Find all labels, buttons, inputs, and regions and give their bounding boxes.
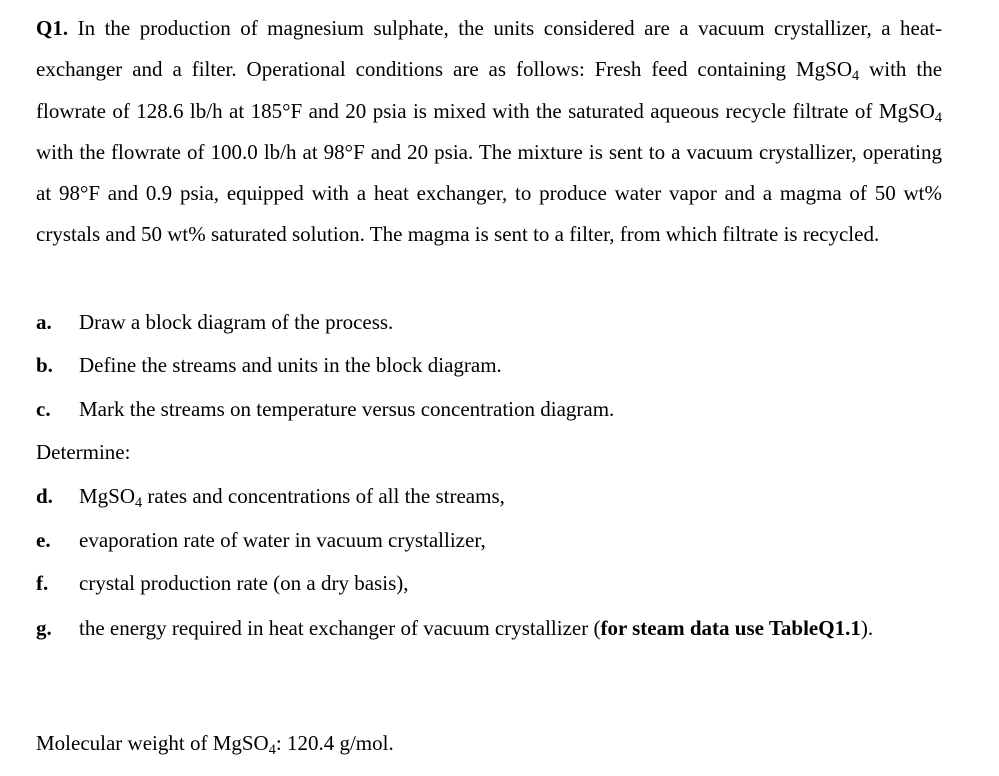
task-letter: a.	[36, 310, 52, 334]
feed-description: with the flowrate of 128.6 lb/h at 185°F and 20 psia is mixed with the saturated aqueous recycle filtrate of	[36, 57, 943, 123]
question-rest: with the flowrate of 100.0 lb/h at 98°F and 20 psia. The mixture is sent to a vacuum crystallizer, operating at 98°F and 0.9 psia, equipped with a heat exchanger, to produce water vapor and a magma of 50 wt% crystals and 50 wt% saturated solution. The magma is sent to a filter, from which filtrate is recycled.	[36, 139, 942, 247]
task-text: crystal production rate (on a dry basis),	[79, 571, 409, 595]
determine-heading: Determine:	[36, 440, 131, 464]
determine-item-e	[36, 525, 942, 555]
chemical-formula: MgSO	[79, 484, 136, 508]
question-intro: In the production of magnesium sulphate, the units considered are a vacuum crystallizer, a heat-exchanger and a filter. Operational conditions are as follows: Fresh feed containing	[36, 16, 943, 82]
task-letter: g.	[36, 616, 52, 640]
question-paragraph	[36, 8, 942, 256]
determine-item-d	[36, 481, 942, 511]
task-letter: d.	[36, 484, 53, 508]
task-item-a	[36, 307, 942, 337]
task-text: Mark the streams on temperature versus concentration diagram.	[79, 397, 615, 421]
task-item-c	[36, 394, 942, 424]
task-text: Draw a block diagram of the process.	[79, 310, 394, 334]
task-text: MgSO$_4$ rates and concentrations of all the streams,	[79, 484, 505, 511]
recycle-chemical-formula: MgSO$_4$	[878, 98, 942, 126]
question-label: Q1.	[36, 16, 69, 40]
task-text: Define the streams and units in the block diagram.	[79, 353, 502, 377]
task-item-b	[36, 350, 942, 380]
task-letter: c.	[36, 397, 51, 421]
determine-item-f	[36, 568, 942, 598]
task-letter: e.	[36, 528, 51, 552]
steam-table-reference: for steam data use TableQ1.1	[600, 616, 861, 640]
task-letter: b.	[36, 353, 53, 377]
task-text: evaporation rate of water in vacuum crystallizer,	[79, 528, 486, 552]
determine-item-g	[36, 613, 942, 643]
task-letter: f.	[36, 571, 49, 595]
feed-chemical-formula: MgSO$_4$	[795, 57, 860, 85]
task-text: the energy required in heat exchanger of vacuum crystallizer (for steam data use TableQ1.1).	[79, 616, 874, 640]
molecular-weight-note: Molecular weight of MgSO$_4$: 120.4 g/mol.	[36, 731, 394, 758]
